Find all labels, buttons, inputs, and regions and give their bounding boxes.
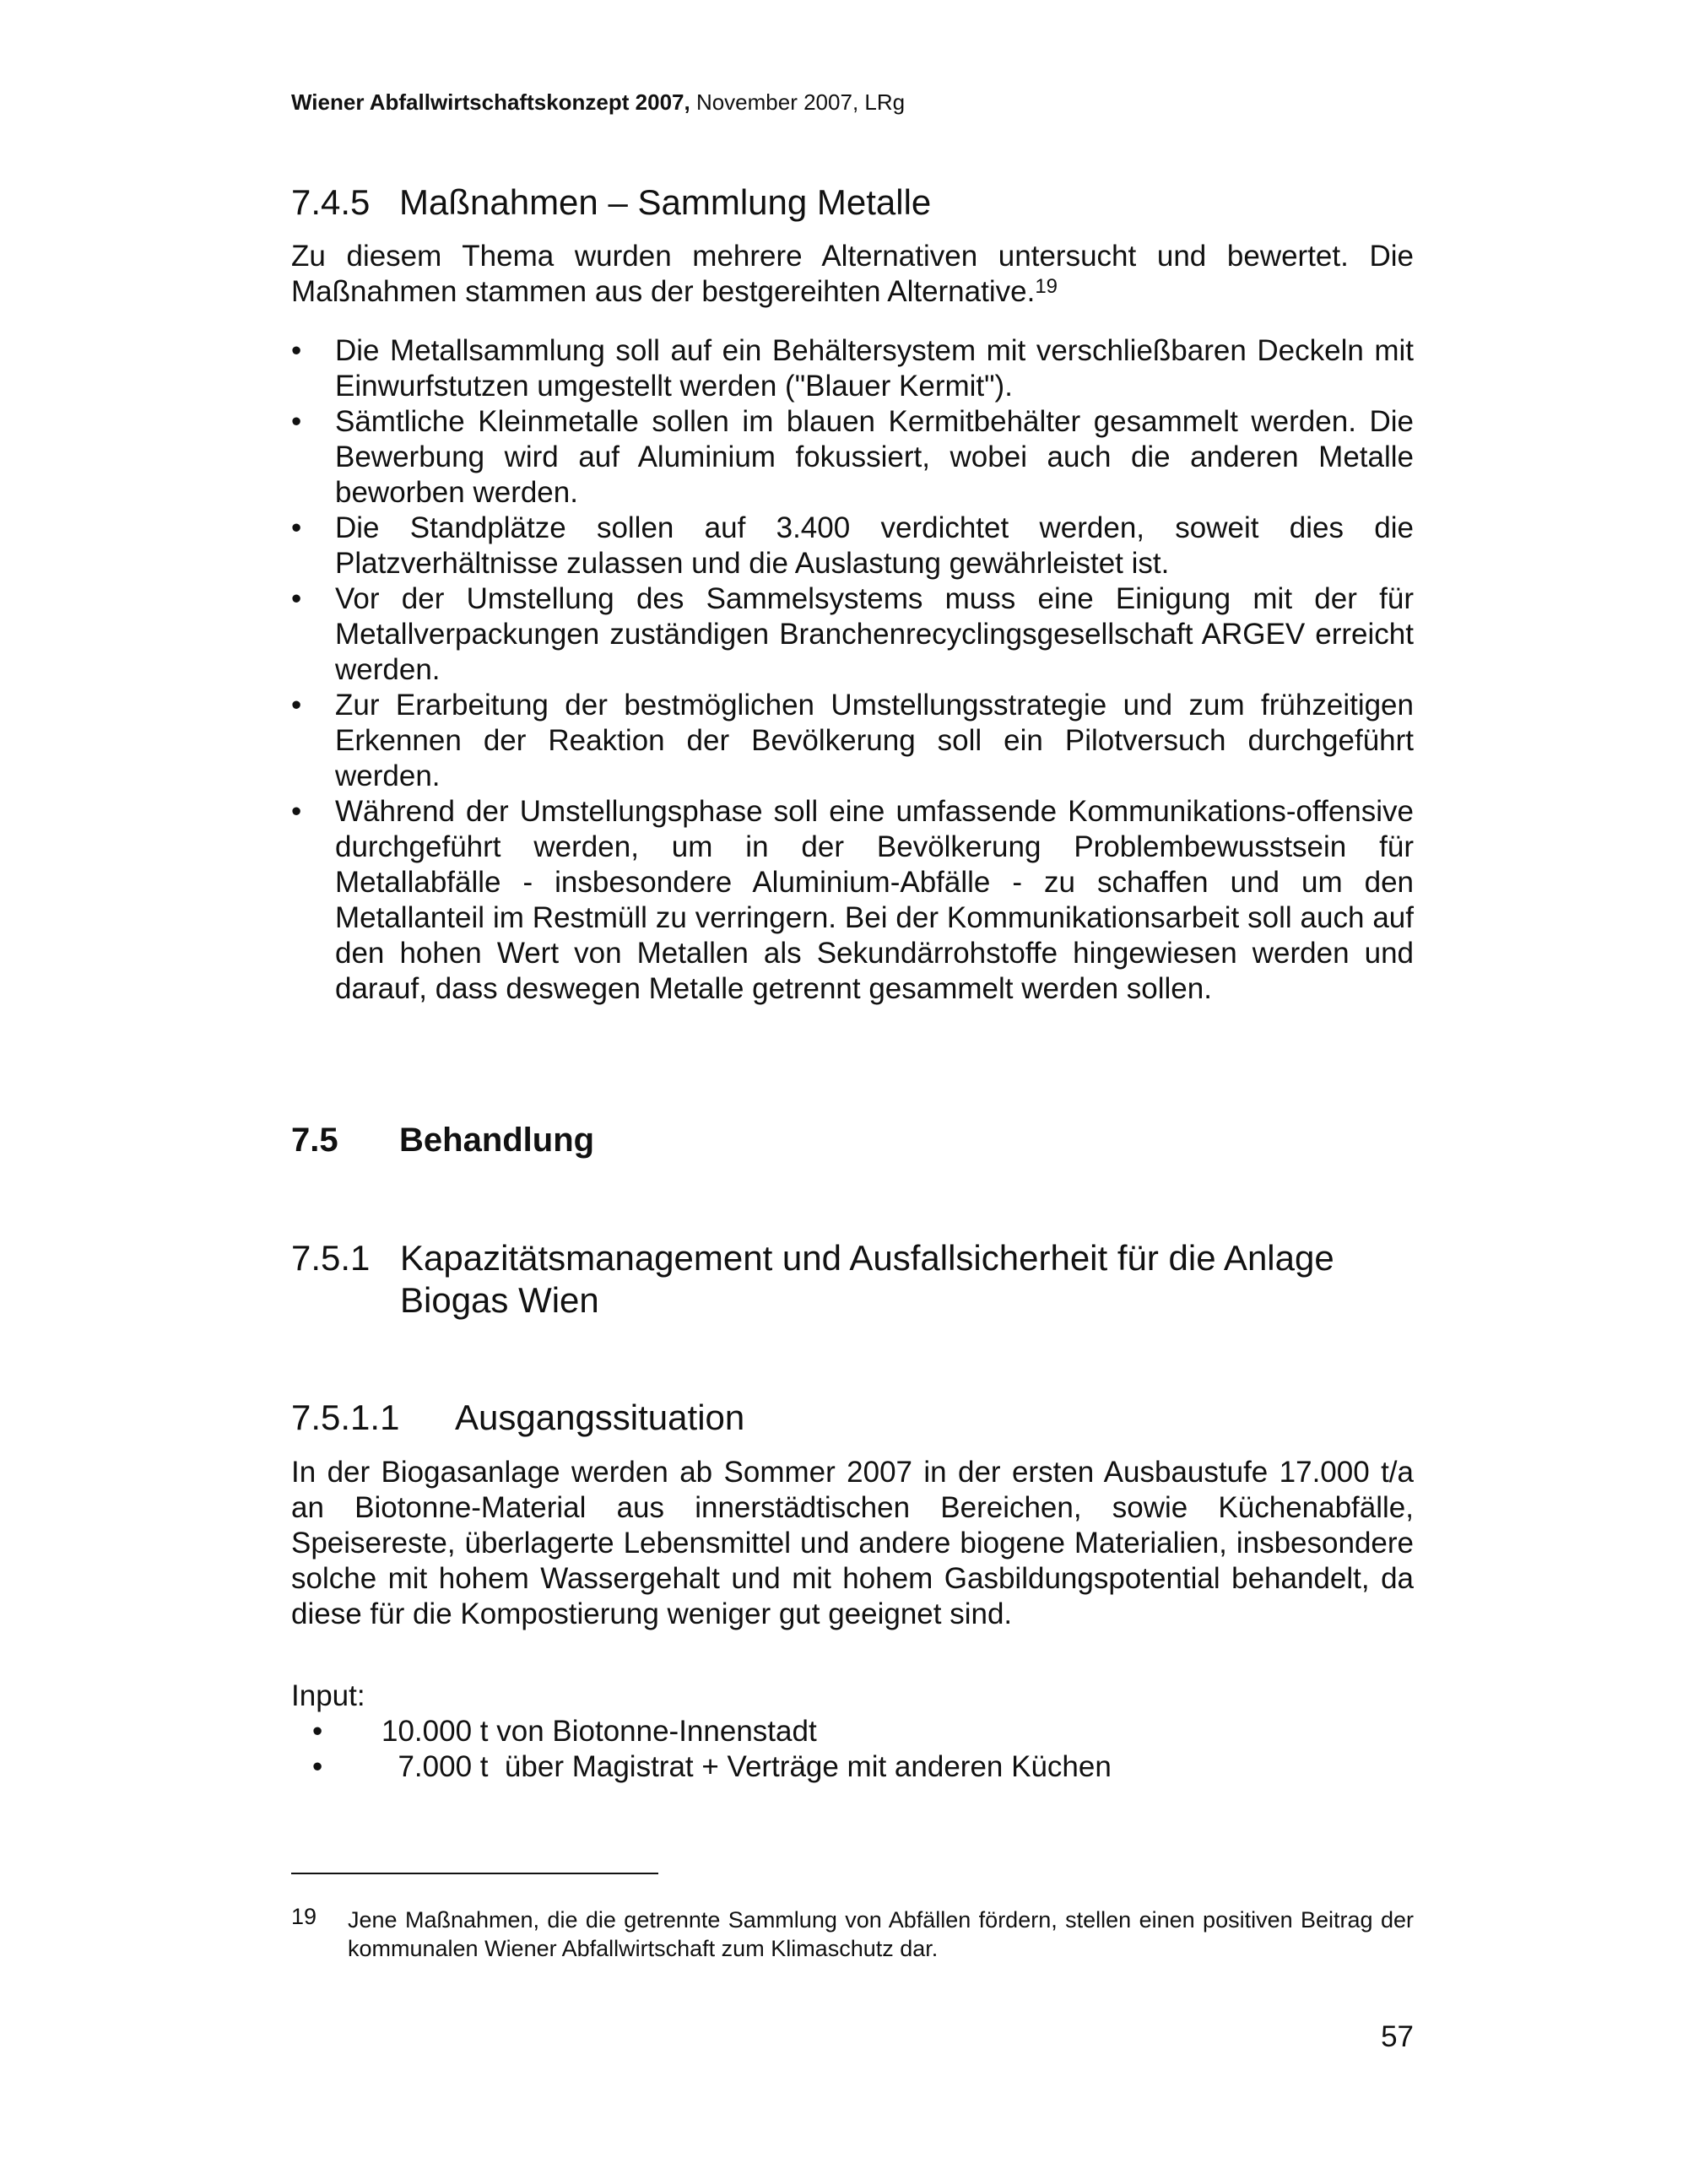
footnote-number: 19 <box>291 1904 317 1929</box>
intro-paragraph <box>291 239 1414 310</box>
heading-title-line-1: Kapazitätsmanagement und Ausfallsicherheit für die Anlage <box>400 1238 1334 1278</box>
list-item-text: Während der Umstellungsphase soll eine umfassende Kommunikations-offensive durchgeführt werden, um in der Bevölkerung Problembewusstsein für Metallabfälle - insbesondere Aluminium-Abfälle - zu schaffen und um den Metallanteil im Restmüll zu verringern. Bei der Kommunikationsarbeit soll auch auf den hohen Wert von Metallen als Sekundärrohstoffe hingewiesen werden und darauf, dass deswegen Metalle getrennt gesammelt werden sollen. <box>335 795 1414 1005</box>
list-item <box>291 404 1414 511</box>
input-list <box>312 1714 1156 1785</box>
heading-7-4-5 <box>291 181 1414 224</box>
list-item-text: Zur Erarbeitung der bestmöglichen Umstellungsstrategie und zum frühzeitigen Erkennen der Reaktion der Bevölkerung soll ein Pilotversuch durchgeführt werden. <box>335 689 1414 792</box>
header-title-bold: Wiener Abfallwirtschaftskonzept 2007, <box>291 89 690 115</box>
heading-title <box>400 1237 1413 1322</box>
list-item <box>291 581 1414 688</box>
heading-number: 7.5 <box>291 1122 338 1159</box>
footnote-reference[interactable]: 19 <box>1035 275 1058 298</box>
heading-7-5-1-1 <box>291 1397 1414 1439</box>
bullet-icon: • <box>291 582 302 615</box>
bullet-icon: • <box>291 334 302 367</box>
footnote-text: Jene Maßnahmen, die die getrennte Sammlung von Abfällen fördern, stellen einen positiven Beitrag der kommunalen Wiener Abfallwirtschaft zum Klimaschutz dar. <box>348 1907 1414 1961</box>
list-item-text: 10.000 t von Biotonne-Innenstadt <box>381 1715 817 1748</box>
situation-paragraph: In der Biogasanlage werden ab Sommer 2007 in der ersten Ausbaustufe 17.000 t/a an Biotonne-Material aus innerstädtischen Bereichen, sowie Küchenabfälle, Speisereste, überlagerte Lebensmittel und andere biogene Materialien, insbesondere solche mit hohem Wassergehalt und mit hohem Gasbildungspotential behandelt, da diese für die Kompostierung weniger gut geeignet sind. <box>291 1456 1414 1630</box>
heading-number: 7.5.1.1 <box>291 1397 400 1437</box>
list-item <box>312 1714 1156 1749</box>
heading-number: 7.5.1 <box>291 1238 371 1278</box>
bullet-icon: • <box>312 1715 323 1748</box>
bullet-icon: • <box>291 405 302 438</box>
heading-title: Maßnahmen – Sammlung Metalle <box>399 182 932 222</box>
list-item <box>291 794 1414 1007</box>
list-item-text: Die Metallsammlung soll auf ein Behältersystem mit verschließbaren Deckeln mit Einwurfstutzen umgestellt werden ("Blauer Kermit"). <box>335 334 1414 403</box>
heading-7-5-1 <box>291 1237 1414 1320</box>
list-item <box>291 333 1414 404</box>
running-header <box>291 88 1414 116</box>
header-title-rest: November 2007, LRg <box>690 89 906 115</box>
list-item <box>291 688 1414 794</box>
heading-title: Behandlung <box>399 1122 595 1159</box>
footnote <box>291 1906 1414 1963</box>
list-item <box>291 511 1414 581</box>
bullet-icon: • <box>312 1750 323 1783</box>
heading-7-5 <box>291 1120 1414 1160</box>
list-item-text: 7.000 t über Magistrat + Verträge mit anderen Küchen <box>381 1750 1112 1783</box>
footnote-divider <box>291 1873 658 1874</box>
list-item-text: Vor der Umstellung des Sammelsystems muss eine Einigung mit der für Metallverpackungen zuständigen Branchenrecyclingsgesellschaft ARGEV erreicht werden. <box>335 582 1414 686</box>
list-item-text: Die Standplätze sollen auf 3.400 verdichtet werden, soweit dies die Platzverhältnisse zulassen und die Auslastung gewährleistet ist. <box>335 511 1414 580</box>
input-label: Input: <box>291 1679 365 1712</box>
bullet-icon: • <box>291 511 302 544</box>
heading-number: 7.4.5 <box>291 182 371 222</box>
page-number: 57 <box>1381 2020 1414 2053</box>
measures-list <box>291 333 1414 1007</box>
intro-text: Zu diesem Thema wurden mehrere Alternativen untersucht und bewertet. Die Maßnahmen stammen aus der bestgereihten Alternative. <box>291 240 1414 308</box>
heading-title: Ausgangssituation <box>455 1397 745 1437</box>
list-item <box>312 1749 1156 1785</box>
list-item-text: Sämtliche Kleinmetalle sollen im blauen Kermitbehälter gesammelt werden. Die Bewerbung wird auf Aluminium fokussiert, wobei auch die anderen Metalle beworben werden. <box>335 405 1414 509</box>
bullet-icon: • <box>291 795 302 828</box>
bullet-icon: • <box>291 689 302 722</box>
heading-title-line-2: Biogas Wien <box>400 1280 599 1320</box>
